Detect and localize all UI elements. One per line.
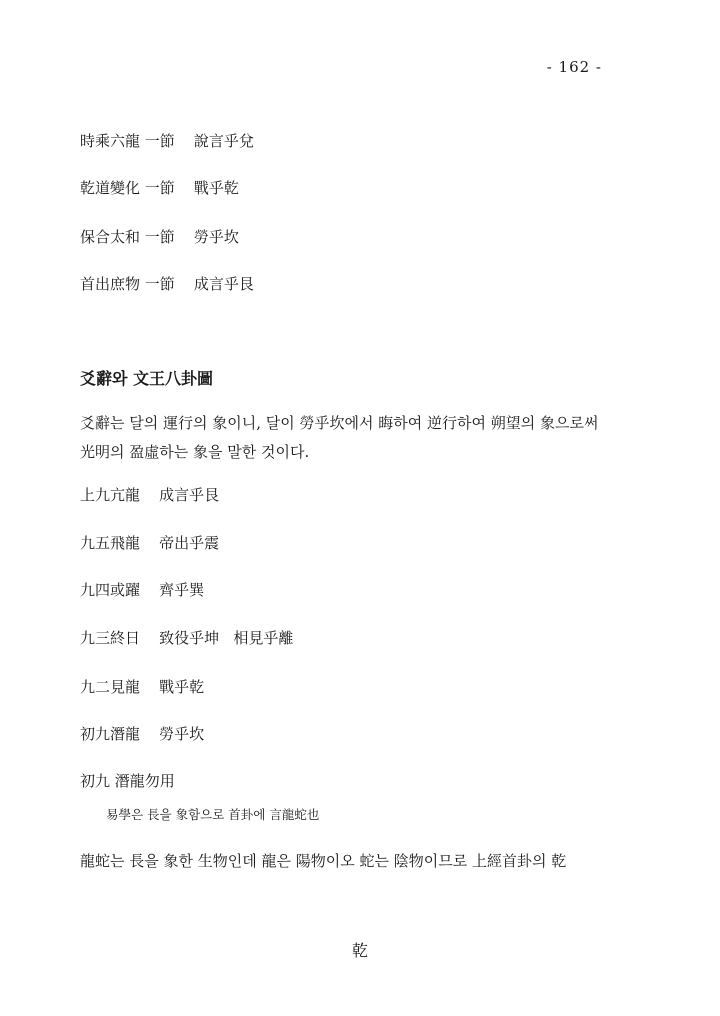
text-line: 九三終日 致役乎坤 相見乎離 xyxy=(80,629,294,647)
text-line: 時乘六龍 一節 說言乎兌 xyxy=(80,132,254,150)
footer-title: 乾 xyxy=(351,941,368,960)
paragraph: 爻辭는 달의 運行의 象이니, 달이 勞乎坎에서 晦하여 逆行하여 朔望의 象으로써 光明의 盈虛하는 象을 말한 것이다. xyxy=(80,414,599,461)
text-line: 乾道變化 一節 戰乎乾 xyxy=(80,179,239,197)
text-line: 上九亢龍 成言乎艮 xyxy=(80,486,220,504)
paragraph: 龍蛇는 長을 象한 生物인데 龍은 陽物이오 蛇는 陰物이므로 上經首卦의 乾 xyxy=(80,852,567,870)
text-line: 首出庶物 一節 成言乎艮 xyxy=(80,275,254,293)
annotation-note: 易學은 長을 象함으로 首卦에 言龍蛇也 xyxy=(106,807,320,822)
text-line: 初九潛龍 勞乎坎 xyxy=(80,725,205,743)
text-line: 九四或躍 齊乎巽 xyxy=(80,581,205,599)
text-line: 九五飛龍 帝出乎震 xyxy=(80,534,220,552)
text-line: 九二見龍 戰乎乾 xyxy=(80,678,205,696)
section-heading: 爻辭와 文王八卦圖 xyxy=(80,369,214,388)
page-number: - 162 - xyxy=(546,58,602,76)
text-line: 初九 潛龍勿用 xyxy=(80,772,175,790)
text-line: 保合太和 一節 勞乎坎 xyxy=(80,228,239,246)
